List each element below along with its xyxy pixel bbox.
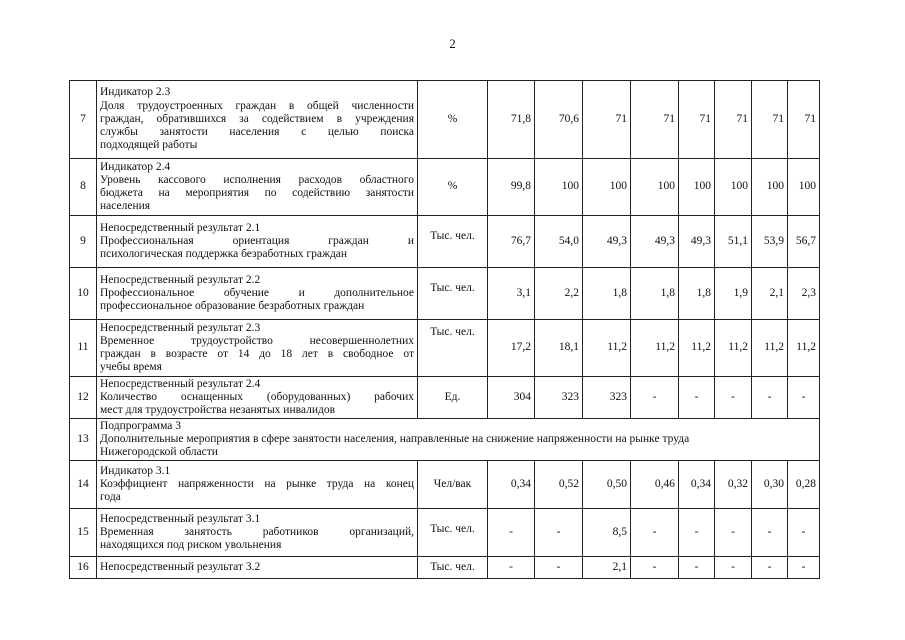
value-cell: 49,3 [583, 216, 631, 268]
value-cell: 100 [535, 159, 583, 216]
row-text-line: Временная занятость работников организаций, [100, 525, 414, 538]
unit-cell: Тыс. чел. [418, 509, 488, 557]
table-row [70, 320, 820, 377]
unit-cell: Тыс. чел. [418, 320, 488, 377]
value-cell: 323 [535, 377, 583, 419]
value-cell: 0,28 [788, 461, 820, 509]
row-text-line: службы занятости населения с целью поиска [100, 126, 414, 139]
value-cell: 0,34 [679, 461, 715, 509]
value-cell: 1,9 [715, 268, 752, 320]
row-number: 15 [70, 509, 97, 557]
value-cell: 49,3 [631, 216, 679, 268]
row-number: 7 [70, 81, 97, 159]
row-number: 16 [70, 557, 97, 579]
row-text-line: года [100, 491, 121, 504]
value-cell: 53,9 [752, 216, 788, 268]
row-text-line: Временное трудоустройство несовершеннолетних [100, 334, 414, 347]
row-heading: Индикатор 2.3 [100, 86, 171, 99]
table-row [70, 216, 820, 268]
unit-cell: Чел/вак [418, 461, 488, 509]
row-heading: Непосредственный результат 2.2 [100, 273, 261, 286]
row-description [97, 81, 418, 159]
unit-cell: Ед. [418, 377, 488, 419]
value-cell: 11,2 [583, 320, 631, 377]
row-heading: Непосредственный результат 2.1 [100, 221, 261, 234]
value-cell: - [752, 509, 788, 557]
value-cell: 51,1 [715, 216, 752, 268]
unit-cell: Тыс. чел. [418, 268, 488, 320]
value-cell: 71 [752, 81, 788, 159]
value-cell: 56,7 [788, 216, 820, 268]
value-cell: 70,6 [535, 81, 583, 159]
value-cell: 71,8 [488, 81, 535, 159]
value-cell: 11,2 [679, 320, 715, 377]
row-text-line: бюджета на мероприятия по содействию занятости [100, 187, 414, 199]
value-cell: 71 [788, 81, 820, 159]
row-description [97, 159, 418, 216]
value-cell: - [679, 377, 715, 419]
row-text-line: Нижегородской области [100, 446, 218, 459]
table-row [70, 509, 820, 557]
row-number: 8 [70, 159, 97, 216]
value-cell: 2,3 [788, 268, 820, 320]
indicators-table [69, 80, 820, 579]
row-heading: Индикатор 2.4 [100, 160, 171, 173]
value-cell: 2,2 [535, 268, 583, 320]
value-cell: 54,0 [535, 216, 583, 268]
row-description [97, 216, 418, 268]
value-cell: 100 [715, 159, 752, 216]
value-cell: 11,2 [631, 320, 679, 377]
value-cell: - [488, 557, 535, 579]
row-number: 14 [70, 461, 97, 509]
page-number: 2 [449, 36, 456, 51]
value-cell: - [752, 557, 788, 579]
unit-cell: % [418, 81, 488, 159]
row-text-line: профессиональное образование безработных граждан [100, 300, 365, 313]
row-number: 10 [70, 268, 97, 320]
row-number: 11 [70, 320, 97, 377]
value-cell: - [535, 557, 583, 579]
row-number: 9 [70, 216, 97, 268]
value-cell: 11,2 [752, 320, 788, 377]
row-text-line: Профессиональная ориентация граждан и [100, 234, 414, 247]
row-text-line: мест для трудоустройства незанятых инвалидов [100, 404, 336, 417]
row-text-line: Дополнительные мероприятия в сфере занятости населения, направленные на снижение напряженности на рынке труда [100, 432, 690, 445]
row-heading: Индикатор 3.1 [100, 464, 171, 477]
row-text-line: Профессиональное обучение и дополнительное [100, 286, 414, 299]
value-cell: - [715, 377, 752, 419]
value-cell: 0,50 [583, 461, 631, 509]
row-number: 12 [70, 377, 97, 419]
value-cell: 71 [583, 81, 631, 159]
row-description [97, 268, 418, 320]
row-text-line: находящихся под риском увольнения [100, 539, 282, 552]
value-cell: 49,3 [679, 216, 715, 268]
value-cell: - [488, 509, 535, 557]
value-cell: 100 [679, 159, 715, 216]
value-cell: 11,2 [788, 320, 820, 377]
row-number: 13 [70, 419, 97, 461]
row-text-line: учебы время [100, 361, 162, 374]
value-cell: 71 [679, 81, 715, 159]
row-text-line: психологическая поддержка безработных граждан [100, 248, 348, 261]
row-heading: Непосредственный результат 3.2 [100, 560, 261, 573]
row-description [97, 377, 418, 419]
row-heading: Непосредственный результат 2.3 [100, 321, 261, 334]
row-heading: Непосредственный результат 3.1 [100, 512, 261, 525]
value-cell: - [788, 377, 820, 419]
row-heading: Подпрограмма 3 [100, 419, 182, 432]
value-cell: 0,46 [631, 461, 679, 509]
value-cell: - [715, 509, 752, 557]
table-row [70, 557, 820, 579]
value-cell: - [788, 557, 820, 579]
row-text-line: Количество оснащенных (оборудованных) рабочих [100, 390, 414, 403]
value-cell: 1,8 [679, 268, 715, 320]
row-description [97, 557, 418, 579]
row-text-line: граждан в возрасте от 14 до 18 лет в свободное от [100, 348, 414, 360]
row-description [97, 461, 418, 509]
value-cell: 100 [788, 159, 820, 216]
value-cell: 99,8 [488, 159, 535, 216]
unit-cell: % [418, 159, 488, 216]
value-cell: 8,5 [583, 509, 631, 557]
value-cell: 0,34 [488, 461, 535, 509]
table-row [70, 461, 820, 509]
value-cell: 1,8 [631, 268, 679, 320]
value-cell: - [535, 509, 583, 557]
value-cell: 0,52 [535, 461, 583, 509]
value-cell: 0,30 [752, 461, 788, 509]
value-cell: 18,1 [535, 320, 583, 377]
value-cell: - [679, 509, 715, 557]
value-cell: 11,2 [715, 320, 752, 377]
row-description [97, 419, 820, 461]
value-cell: - [631, 557, 679, 579]
value-cell: 17,2 [488, 320, 535, 377]
value-cell: 100 [752, 159, 788, 216]
value-cell: 3,1 [488, 268, 535, 320]
value-cell: 100 [583, 159, 631, 216]
value-cell: 71 [715, 81, 752, 159]
row-text-line: Коэффициент напряженности на рынке труда на конец [100, 477, 414, 490]
value-cell: 2,1 [752, 268, 788, 320]
table-row [70, 159, 820, 216]
value-cell: - [679, 557, 715, 579]
row-description [97, 509, 418, 557]
unit-cell: Тыс. чел. [418, 557, 488, 579]
value-cell: - [631, 377, 679, 419]
value-cell: 0,32 [715, 461, 752, 509]
value-cell: - [631, 509, 679, 557]
value-cell: 76,7 [488, 216, 535, 268]
value-cell: 2,1 [583, 557, 631, 579]
value-cell: 1,8 [583, 268, 631, 320]
unit-cell: Тыс. чел. [418, 216, 488, 268]
row-text-line: подходящей работы [100, 139, 198, 152]
table-row [70, 377, 820, 419]
row-heading: Непосредственный результат 2.4 [100, 377, 261, 390]
value-cell: 323 [583, 377, 631, 419]
row-text-line: Уровень кассового исполнения расходов областного [100, 173, 414, 186]
row-text-line: населения [100, 200, 151, 213]
table-row [70, 268, 820, 320]
table-row [70, 81, 820, 159]
value-cell: 100 [631, 159, 679, 216]
value-cell: - [715, 557, 752, 579]
table-row [70, 419, 820, 461]
row-description [97, 320, 418, 377]
value-cell: - [788, 509, 820, 557]
value-cell: 304 [488, 377, 535, 419]
row-text-line: Доля трудоустроенных граждан в общей численности [100, 99, 414, 112]
row-text-line: граждан, обратившихся за содействием в учреждения [100, 112, 414, 125]
value-cell: 71 [631, 81, 679, 159]
value-cell: - [752, 377, 788, 419]
